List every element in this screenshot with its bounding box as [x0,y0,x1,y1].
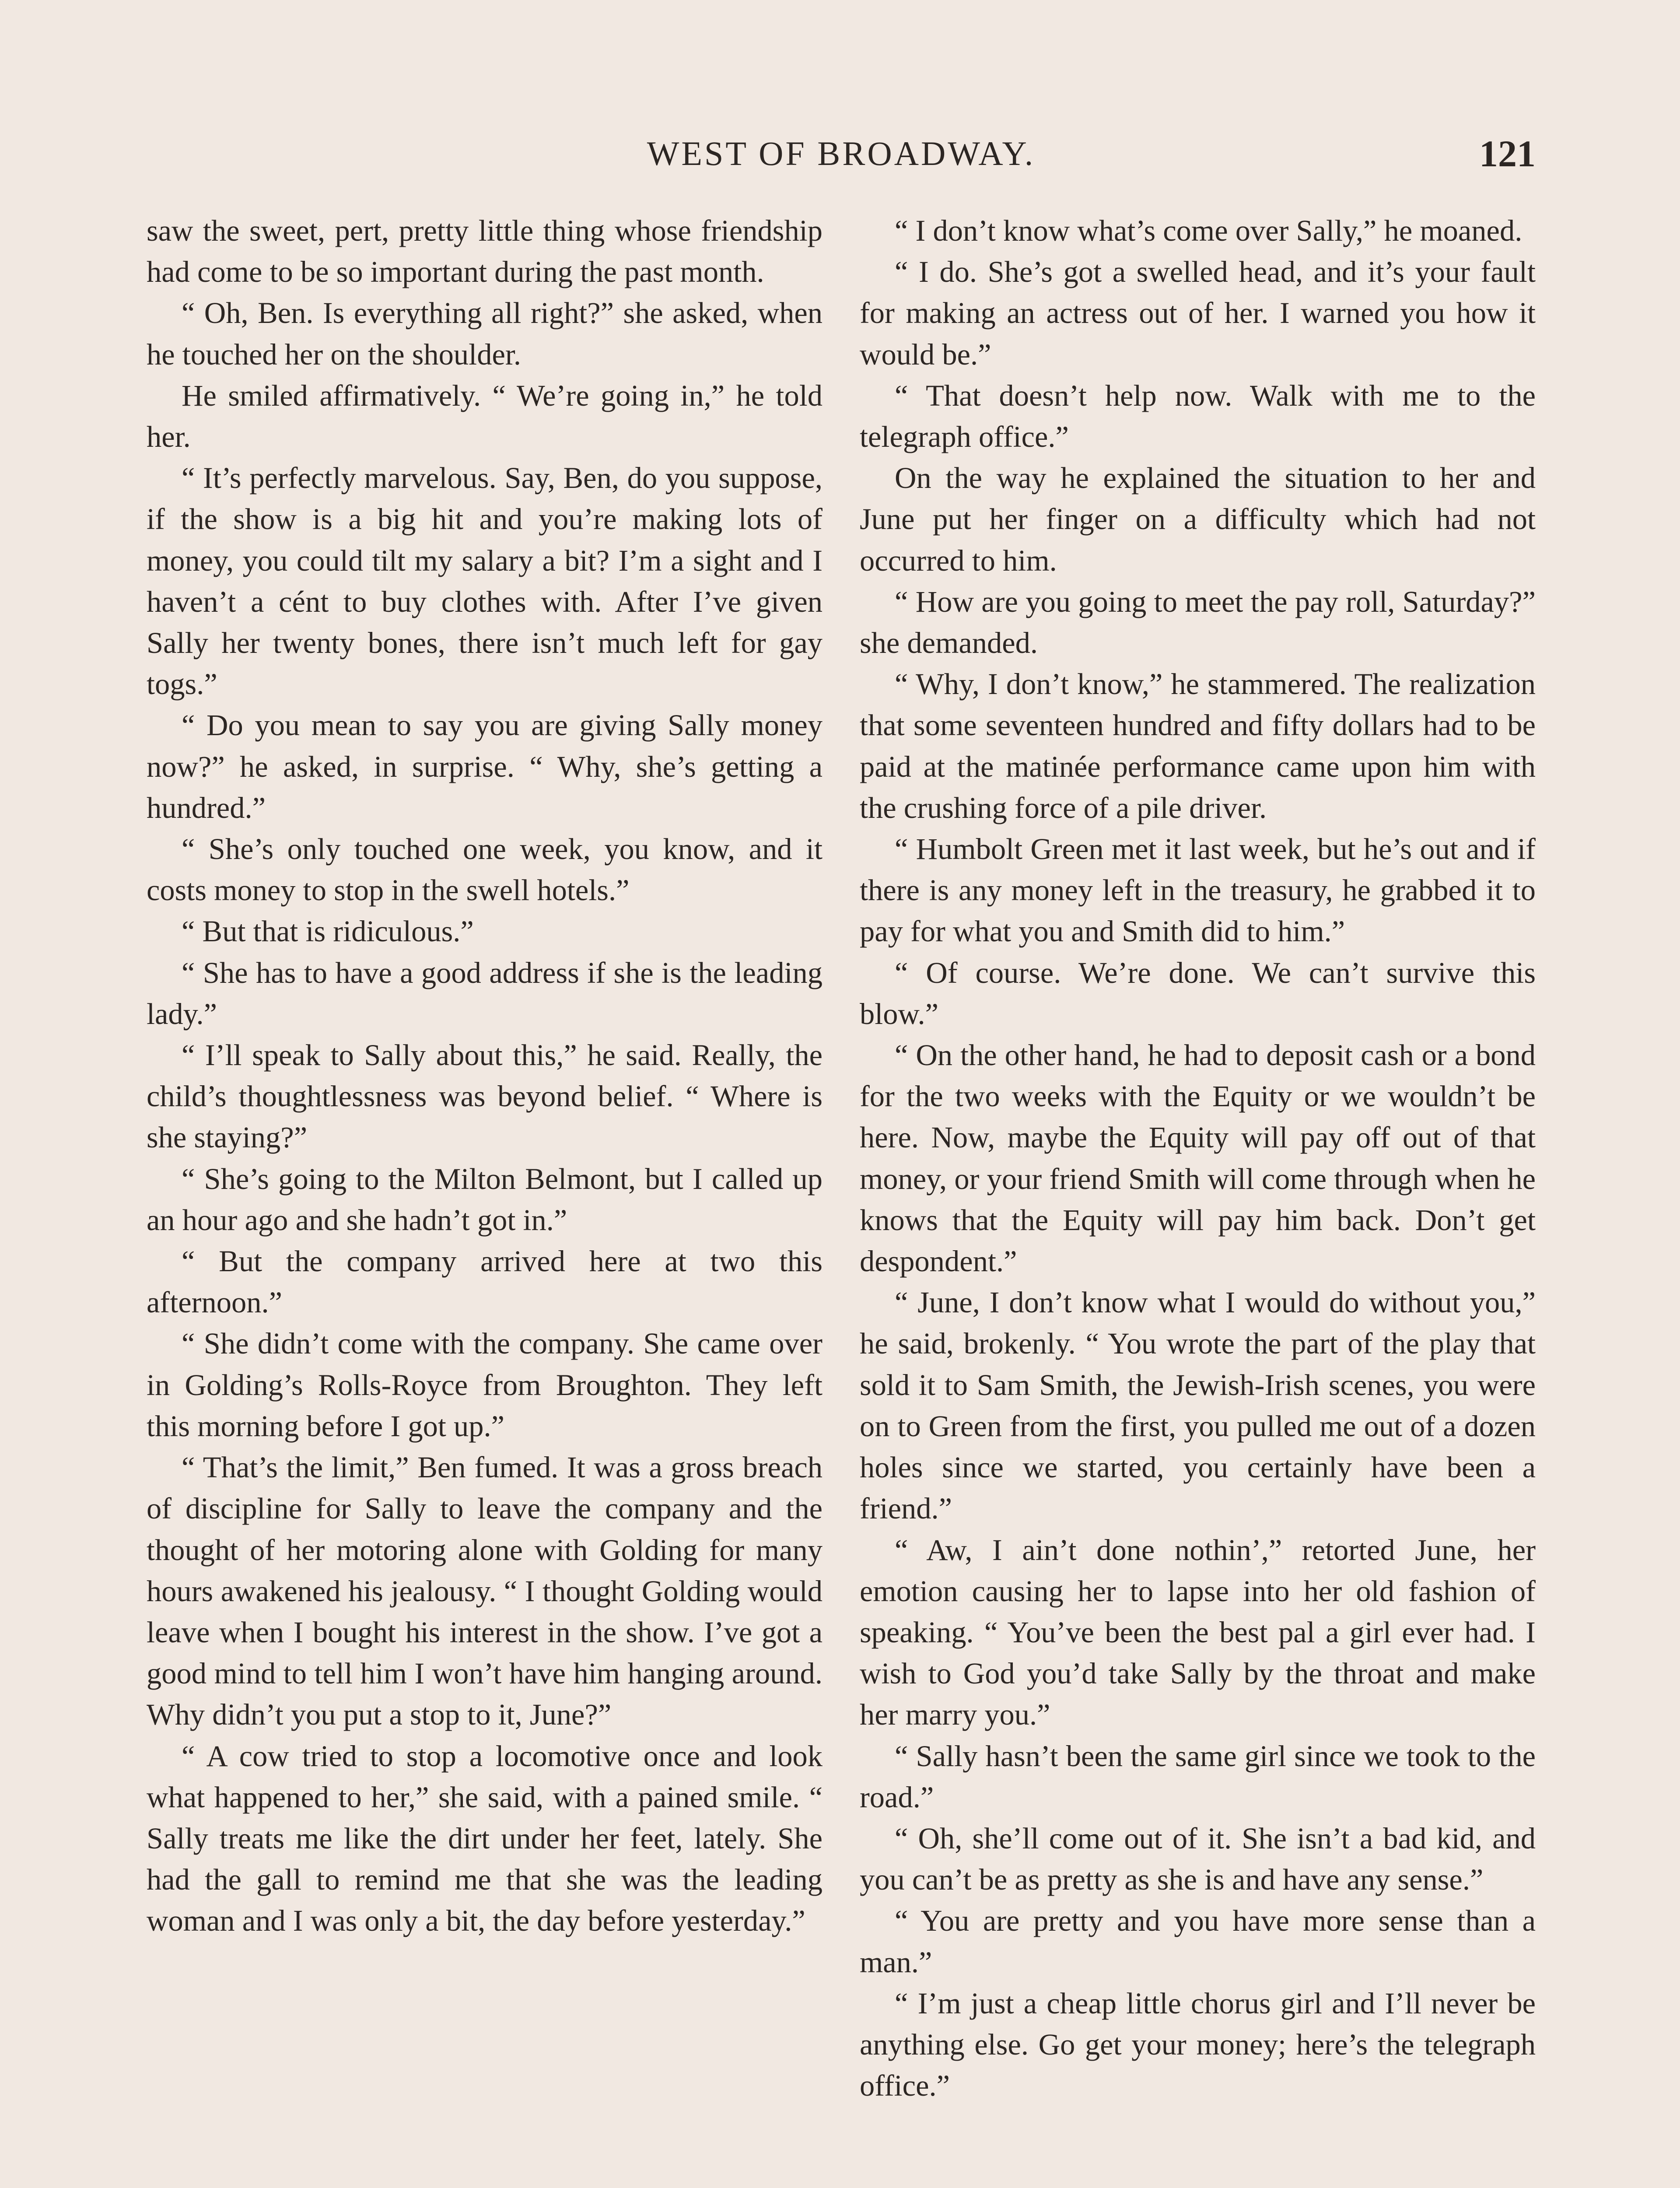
paragraph: saw the sweet, pert, pretty little thing whose friendship had come to be so important during the past month. [147,214,822,289]
paragraph: “ She’s only touched one week, you know, and it costs money to stop in the swell hotels.” [147,832,822,907]
paragraph: On the way he explained the situation to her and June put her finger on a difficulty which had not occurred to him. [860,461,1536,577]
paragraph: “ June, I don’t know what I would do without you,” he said, brokenly. “ You wrote the part of the play that sold it to Sam Smith, the Jewish-Irish scenes, you were on to Green from the first, you pulled me out of a dozen holes since we started, you certainly have been a friend.” [860,1286,1536,1525]
paragraph: “ I do. She’s got a swelled head, and it’s your fault for making an actress out of her. I warned you how it would be.” [860,255,1536,371]
paragraph: “ Why, I don’t know,” he stammered. The realization that some seventeen hundred and fifty dollars had to be paid at the matinée performance came upon him with the crushing force of a pile driver. [860,667,1536,824]
paragraph: “ A cow tried to stop a locomotive once and look what happened to her,” she said, with a pained smile. “ Sally treats me like the dirt under her feet, lately. She had the gall to remind me that she was the leading woman and I was only a bit, the day before yesterday.” [147,1739,822,1938]
paragraph: “ Oh, she’ll come out of it. She isn’t a bad kid, and you can’t be as pretty as she is and have any sense.” [860,1821,1536,1897]
paragraph: “ Oh, Ben. Is everything all right?” she asked, when he touched her on the shoulder. [147,296,822,371]
paragraph: “ Humbolt Green met it last week, but he’s out and if there is any money left in the treasury, he grabbed it to pay for what you and Smith did to him.” [860,832,1536,948]
paragraph: “ But that is ridiculous.” [182,915,474,948]
paragraph: “ I don’t know what’s come over Sally,” he moaned. [895,214,1522,247]
paragraph: “ How are you going to meet the pay roll, Saturday?” she demanded. [860,585,1536,660]
paragraph: “ I’m just a cheap little chorus girl and I’ll never be anything else. Go get your money; here’s the telegraph office.” [860,1986,1536,2103]
page-number: 121 [1479,133,1536,175]
right-column [860,210,1536,2106]
paragraph: “ I’ll speak to Sally about this,” he said. Really, the child’s thoughtlessness was beyond belief. “ Where is she staying?” [147,1038,822,1154]
paragraph: “ On the other hand, he had to deposit cash or a bond for the two weeks with the Equity or we wouldn’t be here. Now, maybe the Equity will pay off out of that money, or your friend Smith will come through when he knows that the Equity will pay him back. Don’t get despondent.” [860,1038,1536,1278]
paragraph: “ She has to have a good address if she is the leading lady.” [147,956,822,1031]
paragraph: “ That’s the limit,” Ben fumed. It was a gross breach of discipline for Sally to leave the company and the thought of her motoring alone with Golding for many hours awakened his jealousy. “ I thought Golding would leave when I bought his interest in the show. I’ve got a good mind to tell him I won’t have him hanging around. Why didn’t you put a stop to it, June?” [147,1451,822,1732]
paragraph: “ She didn’t come with the company. She came over in Golding’s Rolls-Royce from Broughton. They left this morning before I got up.” [147,1327,822,1443]
paragraph: “ But the company arrived here at two this afternoon.” [147,1245,822,1319]
paragraph: “ Sally hasn’t been the same girl since we took to the road.” [860,1739,1536,1814]
paragraph: “ Aw, I ain’t done nothin’,” retorted June, her emotion causing her to lapse into her old fashion of speaking. “ You’ve been the best pal a girl ever had. I wish to God you’d take Sally by the throat and make her marry you.” [860,1533,1536,1732]
paragraph: “ You are pretty and you have more sense than a man.” [860,1904,1536,1979]
paragraph: “ Of course. We’re done. We can’t survive this blow.” [860,956,1536,1031]
paragraph: “ That doesn’t help now. Walk with me to the telegraph office.” [860,379,1536,454]
paragraph: “ Do you mean to say you are giving Sally money now?” he asked, in surprise. “ Why, she’s getting a hundred.” [147,708,822,824]
left-column [147,210,822,1942]
paragraph: “ It’s perfectly marvelous. Say, Ben, do you suppose, if the show is a big hit and you’re making lots of money, you could tilt my salary a bit? I’m a sight and I haven’t a cént to buy clothes with. After I’ve given Sally her twenty bones, there isn’t much left for gay togs.” [147,461,822,701]
running-title: WEST OF BROADWAY. [647,134,1036,172]
page-header [147,130,1536,178]
paragraph: “ She’s going to the Milton Belmont, but I called up an hour ago and she hadn’t got in.” [147,1162,822,1237]
paragraph: He smiled affirmatively. “ We’re going in,” he told her. [147,379,822,454]
